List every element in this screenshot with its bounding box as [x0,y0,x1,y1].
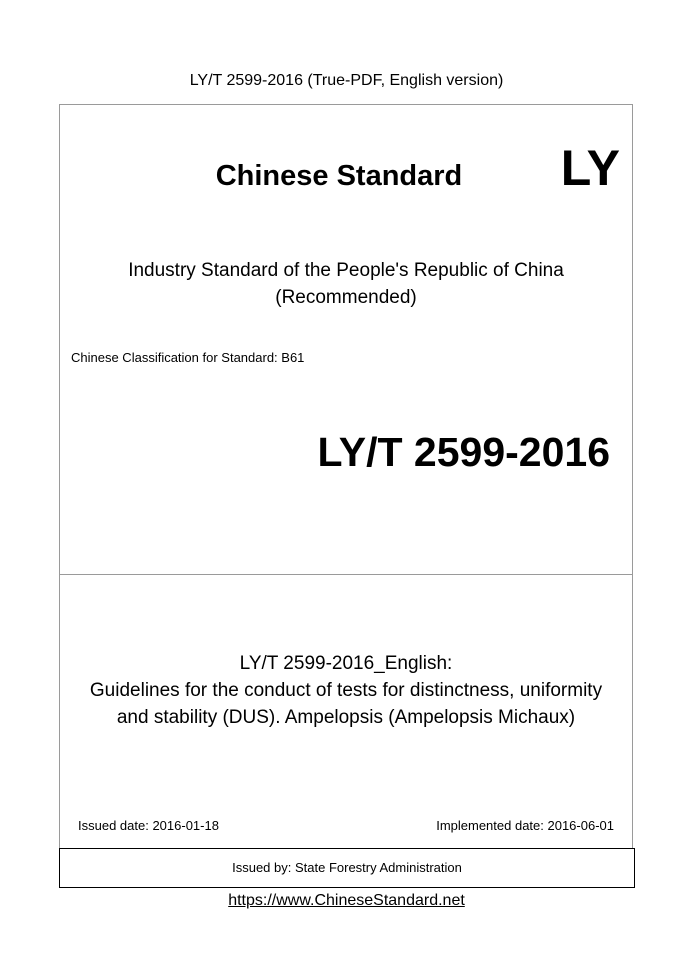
issued-date: Issued date: 2016-01-18 [78,818,219,833]
cover-frame [59,104,633,886]
cover-top-section [60,105,632,575]
doc-title-line-1: LY/T 2599-2016_English: [239,653,453,674]
classification: Chinese Classification for Standard: B61 [71,350,305,365]
doc-title-line-2: Guidelines for the conduct of tests for distinctness, uniformity [89,680,603,701]
brand-title: Chinese Standard [215,160,463,192]
issuer-box: Issued by: State Forestry Administration [59,848,635,888]
standard-number: LY/T 2599-2016 [317,429,610,475]
brand-code: LY [560,140,620,196]
implemented-date: Implemented date: 2016-06-01 [436,818,614,833]
subtitle [60,257,632,311]
document-title [60,650,632,731]
document-header: LY/T 2599-2016 (True-PDF, English version) [189,72,504,89]
website-link[interactable]: https://www.ChineseStandard.net [228,892,465,909]
subtitle-line-1: Industry Standard of the People's Republic of China [128,260,564,281]
doc-title-line-3: and stability (DUS). Ampelopsis (Ampelopsis Michaux) [116,707,576,728]
subtitle-line-2: (Recommended) [275,287,417,308]
